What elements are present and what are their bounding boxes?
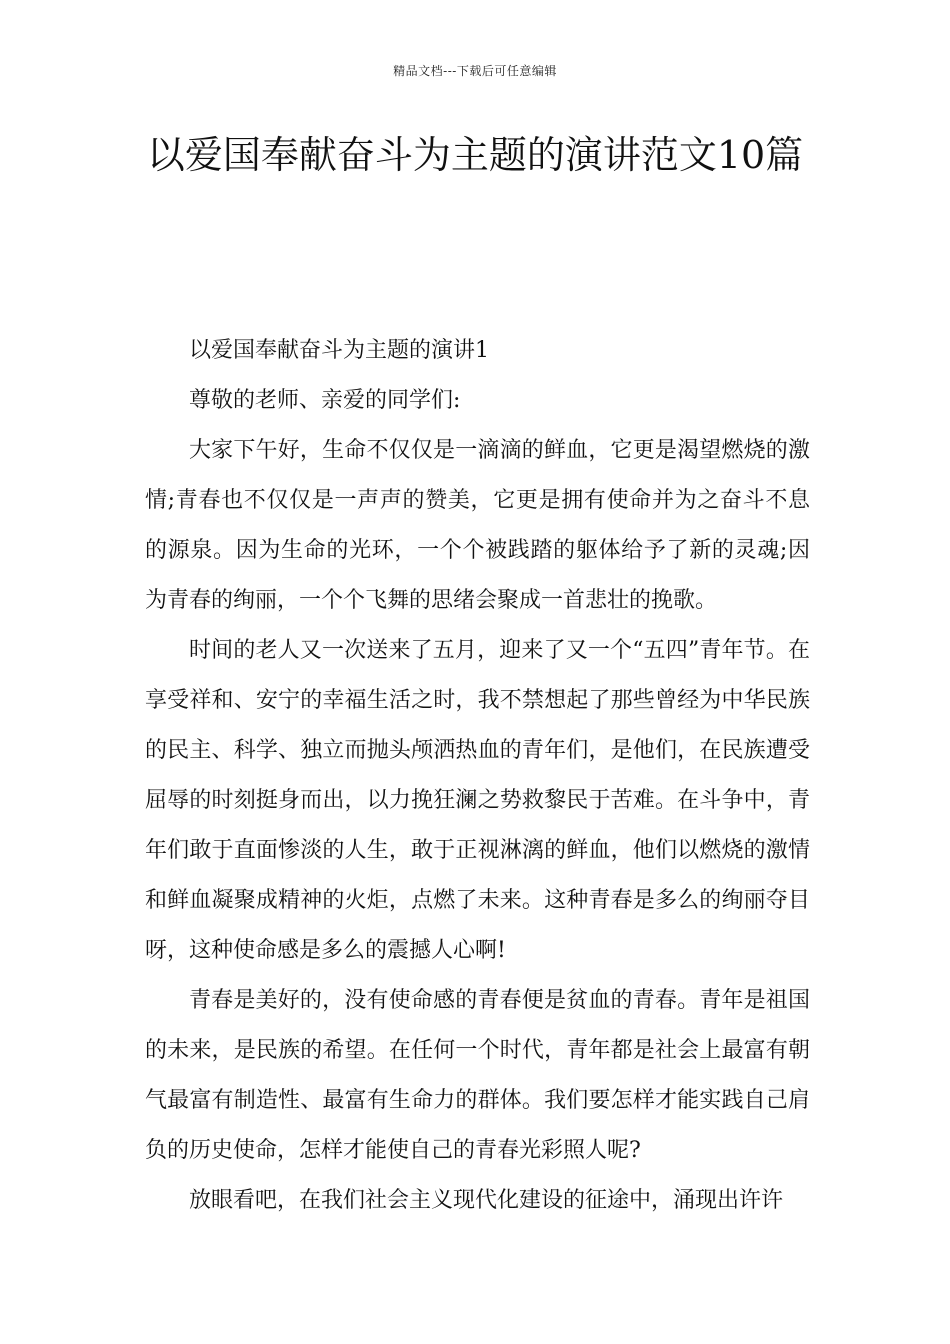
document-body — [145, 326, 810, 1226]
document-title: 以爱国奉献奋斗为主题的演讲范文10篇 — [146, 133, 804, 177]
paragraph: 放眼看吧，在我们社会主义现代化建设的征途中，涌现出许许 — [189, 1188, 784, 1213]
paragraph: 青春是美好的，没有使命感的青春便是贫血的青春。青年是祖国的未来，是民族的希望。在任何一个时代，青年都是社会上最富有朝气最富有制造性、最富有生命力的群体。我们要怎样才能实践自己肩负的历史使命，怎样才能使自己的青春光彩照人呢? — [145, 988, 810, 1163]
section-heading: 以爱国奉献奋斗为主题的演讲1 — [189, 338, 489, 363]
header-note: 精品文档---下载后可任意编辑 — [393, 64, 557, 78]
salutation: 尊敬的老师、亲爱的同学们: — [189, 388, 461, 413]
paragraph: 大家下午好，生命不仅仅是一滴滴的鲜血，它更是渴望燃烧的激情;青春也不仅仅是一声声的赞美，它更是拥有使命并为之奋斗不息的源泉。因为生命的光环，一个个被践踏的躯体给予了新的灵魂;因为青春的绚丽，一个个飞舞的思绪会聚成一首悲壮的挽歌。 — [145, 438, 810, 613]
paragraph: 时间的老人又一次送来了五月，迎来了又一个“五四”青年节。在享受祥和、安宁的幸福生活之时，我不禁想起了那些曾经为中华民族的民主、科学、独立而抛头颅洒热血的青年们，是他们，在民族遭受屈辱的时刻挺身而出，以力挽狂澜之势救黎民于苦难。在斗争中，青年们敢于直面惨淡的人生，敢于正视淋漓的鲜血，他们以燃烧的激情和鲜血凝聚成精神的火炬，点燃了未来。这种青春是多么的绚丽夺目呀，这种使命感是多么的震撼人心啊! — [145, 638, 810, 963]
